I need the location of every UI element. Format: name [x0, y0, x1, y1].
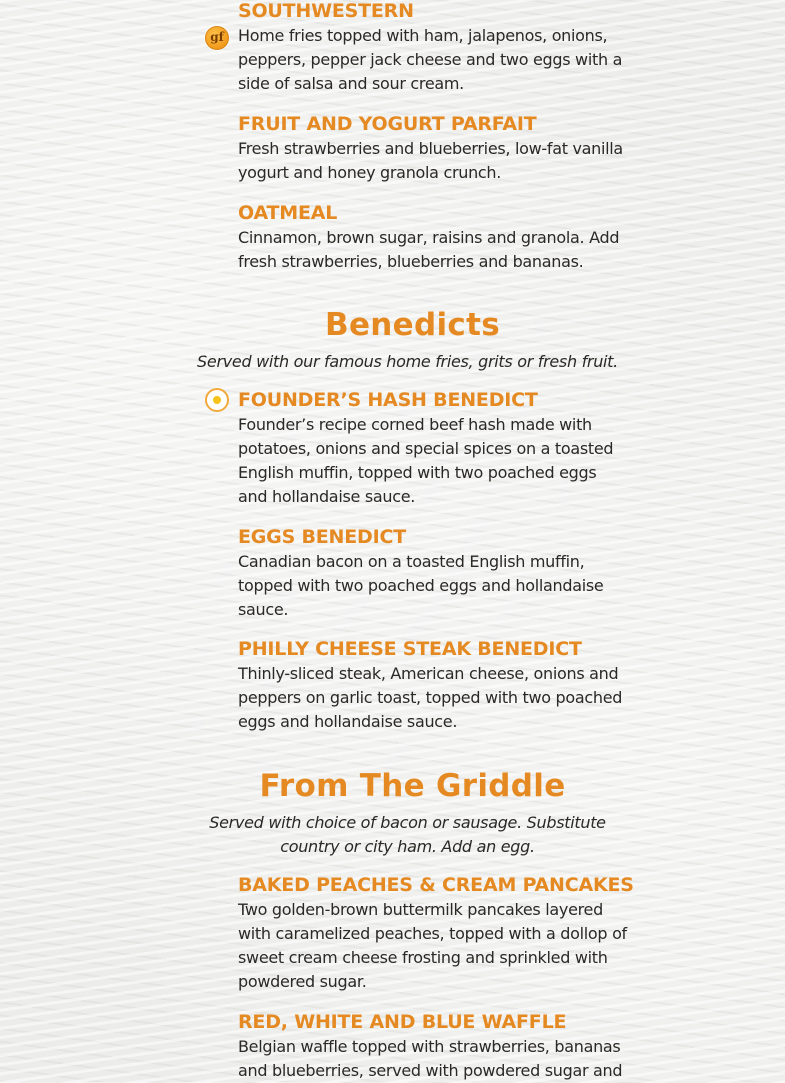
item-name: FOUNDER’S HASH BENEDICT	[238, 389, 538, 411]
item-name: RED, WHITE AND BLUE WAFFLE	[238, 1011, 567, 1033]
menu-item-philly-cheese-steak-benedict	[238, 636, 628, 734]
item-name: SOUTHWESTERN	[238, 0, 414, 22]
menu-item-eggs-benedict	[238, 524, 628, 622]
item-description: Cinnamon, brown sugar, raisins and granola. Add fresh strawberries, blueberries and bananas.	[238, 228, 620, 271]
menu-item-red-white-blue-waffle	[238, 1009, 628, 1083]
item-name: PHILLY CHEESE STEAK BENEDICT	[238, 638, 582, 660]
section-title-benedicts: Benedicts	[325, 307, 500, 343]
item-name: FRUIT AND YOGURT PARFAIT	[238, 113, 537, 135]
item-description: Belgian waffle topped with strawberries, bananas and blueberries, served with powdered sugar and	[238, 1037, 623, 1080]
menu-item-peaches-cream-pancakes	[238, 872, 634, 994]
section-title-griddle: From The Griddle	[259, 768, 566, 804]
menu-item-fruit-yogurt-parfait	[238, 111, 628, 185]
item-description: Canadian bacon on a toasted English muffin, topped with two poached eggs and hollandaise sauce.	[238, 552, 604, 619]
menu-item-oatmeal	[238, 200, 628, 274]
gluten-free-icon-label: gf	[210, 30, 224, 44]
item-name: OATMEAL	[238, 202, 338, 224]
signature-item-icon	[205, 388, 229, 412]
item-description: Fresh strawberries and blueberries, low-fat vanilla yogurt and honey granola crunch.	[238, 139, 623, 182]
item-description: Thinly-sliced steak, American cheese, onions and peppers on garlic toast, topped with two poached eggs and hollandaise sauce.	[238, 664, 623, 731]
section-note-benedicts: Served with our famous home fries, grits or fresh fruit.	[197, 352, 618, 371]
menu-item-southwestern	[238, 0, 628, 96]
item-description: Home fries topped with ham, jalapenos, onions, peppers, pepper jack cheese and two eggs with a side of salsa and sour cream.	[238, 26, 623, 93]
menu-item-founders-hash-benedict	[238, 387, 628, 509]
item-description: Two golden-brown buttermilk pancakes layered with caramelized peaches, topped with a dollop of sweet cream cheese frosting and sprinkled with powdered sugar.	[238, 900, 627, 991]
item-name: EGGS BENEDICT	[238, 526, 406, 548]
item-name: BAKED PEACHES & CREAM PANCAKES	[238, 874, 634, 896]
item-description: Founder’s recipe corned beef hash made with potatoes, onions and special spices on a toasted English muffin, topped with two poached eggs and hollandaise sauce.	[238, 415, 614, 506]
gluten-free-icon	[205, 26, 229, 50]
section-note-griddle: Served with choice of bacon or sausage. Substitute country or city ham. Add an egg.	[209, 813, 606, 856]
